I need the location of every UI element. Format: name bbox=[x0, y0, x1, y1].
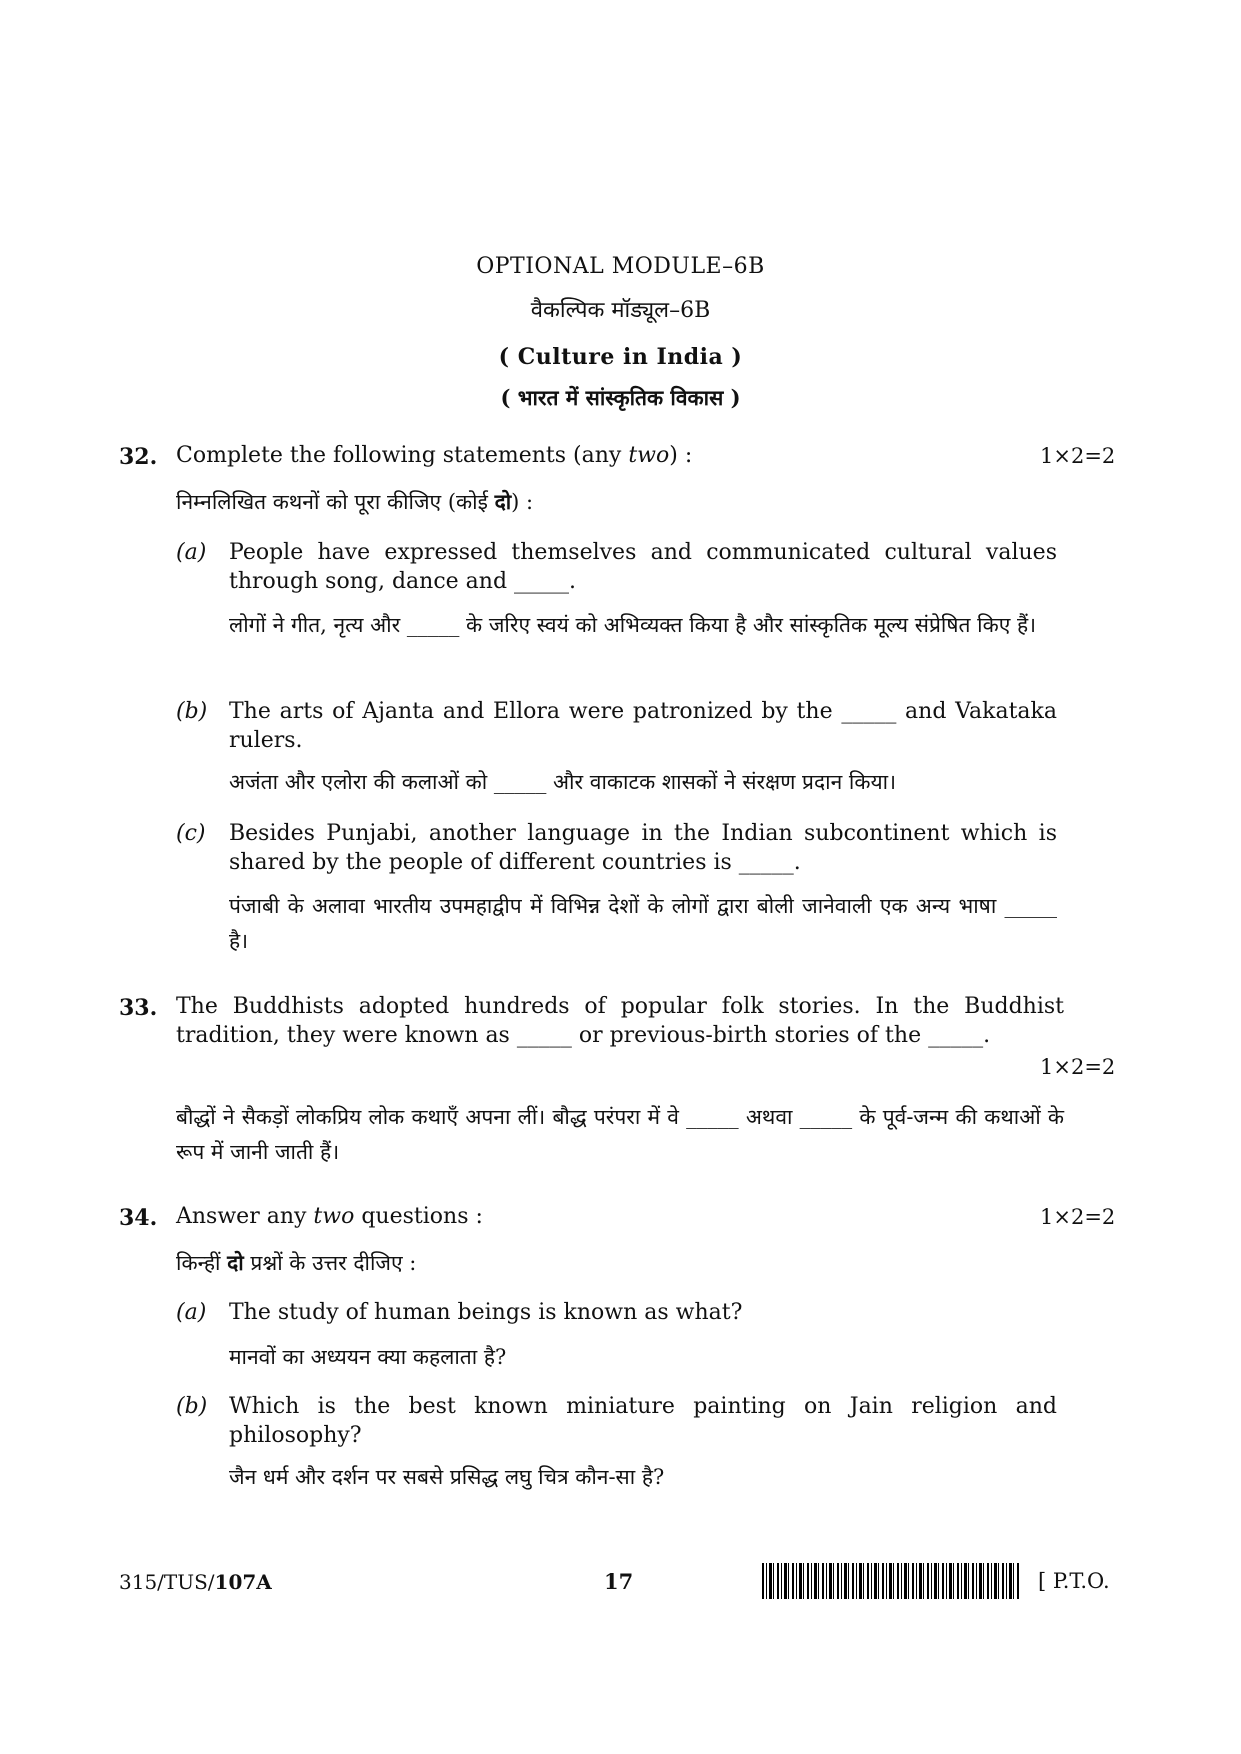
question-text-emphasis: two bbox=[313, 1204, 355, 1229]
sub-question-text-en: Which is the best known miniature painting on Jain religion and philosophy? bbox=[229, 1394, 1057, 1448]
module-title-en: OPTIONAL MODULE–6B bbox=[476, 254, 765, 279]
marks-label: 1×2=2 bbox=[1040, 444, 1116, 468]
sub-question-text-hi: अजंता और एलोरा की कलाओं को _____ और वाकाटक शासकों ने संरक्षण प्रदान किया। bbox=[229, 770, 897, 794]
question-text-emphasis: दो bbox=[227, 1250, 244, 1275]
question-text-part: निम्नलिखित कथनों को पूरा कीजिए (कोई bbox=[176, 490, 495, 514]
paper-code-bold: 107A bbox=[214, 1570, 272, 1594]
question-text-hi: बौद्धों ने सैकड़ों लोकप्रिय लोक कथाएँ अपना लीं। बौद्ध परंपरा में वे _____ अथवा _____ के पूर्व-जन्म की कथाओं के रूप में जानी जाती हैं। bbox=[176, 1105, 1064, 1164]
question-text-part: ) : bbox=[511, 490, 534, 514]
module-title-hi: वैकल्पिक मॉड्यूल–6B bbox=[530, 298, 711, 323]
question-text-part: Complete the following statements (any bbox=[176, 443, 629, 468]
subject-title-hi: ( भारत में सांस्कृतिक विकास ) bbox=[500, 385, 741, 410]
pto-label: [ P.T.O. bbox=[1038, 1569, 1110, 1593]
question-text-part: ) : bbox=[669, 443, 693, 468]
sub-question-text-en: People have expressed themselves and communicated cultural values through song, dance and _____. bbox=[229, 540, 1057, 594]
question-text-en: The Buddhists adopted hundreds of popular folk stories. In the Buddhist tradition, they were known as _____ or previous-birth stories of the _____. bbox=[176, 994, 1064, 1048]
question-number: 33. bbox=[119, 995, 158, 1021]
option-label: (a) bbox=[176, 540, 207, 565]
question-number: 32. bbox=[119, 444, 158, 470]
sub-question-text-hi: पंजाबी के अलावा भारतीय उपमहाद्वीप में विभिन्न देशों के लोगों द्वारा बोली जानेवाली एक अन्य भाषा _____ है। bbox=[229, 894, 1057, 953]
question-text-en bbox=[176, 441, 976, 470]
sub-question-text-hi: जैन धर्म और दर्शन पर सबसे प्रसिद्ध लघु चित्र कौन-सा है? bbox=[229, 1465, 665, 1489]
barcode bbox=[762, 1563, 1020, 1599]
paper-code-part: 315/TUS/ bbox=[119, 1570, 215, 1594]
question-text-en bbox=[176, 1202, 976, 1231]
option-label: (b) bbox=[176, 699, 208, 724]
question-text-part: questions : bbox=[354, 1204, 483, 1229]
question-text-part: Answer any bbox=[176, 1204, 314, 1229]
option-label: (a) bbox=[176, 1300, 207, 1325]
question-number: 34. bbox=[119, 1205, 158, 1231]
question-text-emphasis: दो bbox=[494, 489, 512, 514]
sub-question-text-en: Besides Punjabi, another language in the Indian subcontinent which is shared by the people of different countries is _____. bbox=[229, 821, 1057, 875]
question-text-hi bbox=[176, 1245, 976, 1281]
sub-question-text-en: The study of human beings is known as what? bbox=[229, 1300, 743, 1325]
option-label: (b) bbox=[176, 1394, 208, 1419]
question-text-emphasis: two bbox=[628, 443, 670, 468]
question-text-hi bbox=[176, 484, 976, 520]
question-text-part: प्रश्नों के उत्तर दीजिए : bbox=[243, 1251, 417, 1275]
paper-code bbox=[119, 1570, 272, 1594]
question-text-part: किन्हीं bbox=[176, 1251, 228, 1275]
marks-label: 1×2=2 bbox=[1040, 1205, 1116, 1229]
page-number: 17 bbox=[604, 1569, 634, 1594]
option-label: (c) bbox=[176, 821, 206, 846]
marks-label: 1×2=2 bbox=[1040, 1055, 1116, 1079]
subject-title-en: ( Culture in India ) bbox=[498, 344, 743, 370]
sub-question-text-en: The arts of Ajanta and Ellora were patronized by the _____ and Vakataka rulers. bbox=[229, 699, 1057, 753]
sub-question-text-hi: मानवों का अध्ययन क्या कहलाता है? bbox=[229, 1345, 507, 1369]
sub-question-text-hi: लोगों ने गीत, नृत्य और _____ के जरिए स्वयं को अभिव्यक्त किया है और सांस्कृतिक मूल्य संप्रेषित किए हैं। bbox=[229, 613, 1037, 637]
